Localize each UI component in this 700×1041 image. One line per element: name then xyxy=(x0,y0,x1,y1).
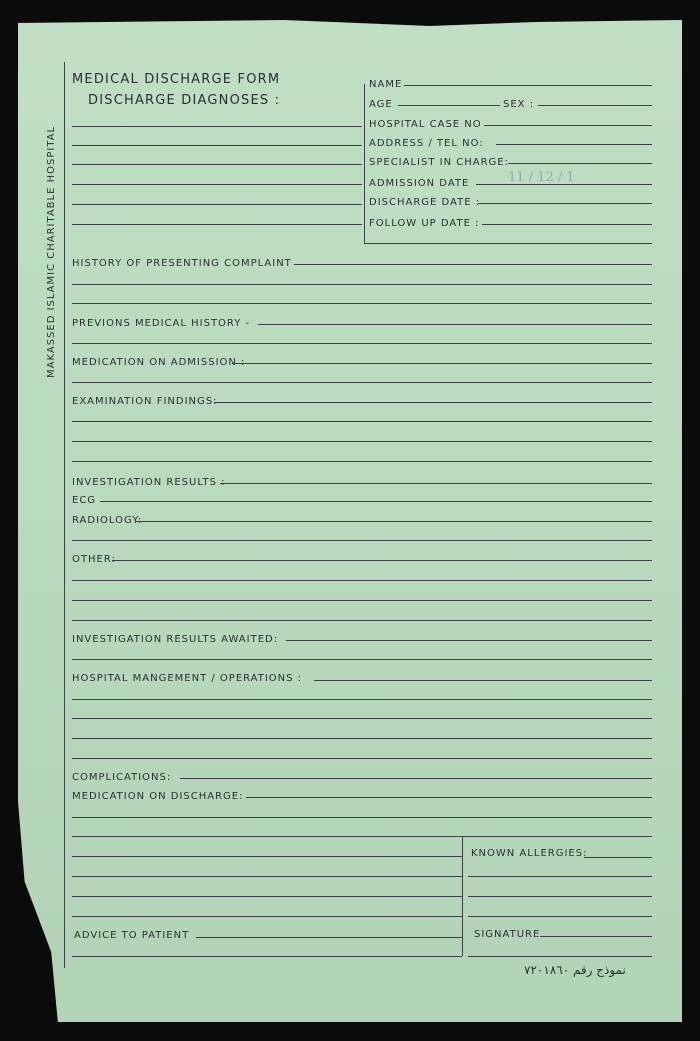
sex-label: SEX : xyxy=(503,99,535,110)
management-line xyxy=(314,680,652,681)
medication-discharge-line xyxy=(72,916,462,917)
medication-admission-line xyxy=(72,382,652,383)
complications-label: COMPLICATIONS: xyxy=(72,772,172,783)
allergies-line xyxy=(468,896,652,897)
allergies-label: KNOWN ALLERGIES: xyxy=(471,848,588,859)
specialist-label: SPECIALIST IN CHARGE: xyxy=(369,157,509,168)
other-line xyxy=(72,580,652,581)
address-field xyxy=(496,144,652,145)
examination-label: EXAMINATION FINDINGS: xyxy=(72,396,218,407)
examination-line xyxy=(72,461,652,462)
radiology-label: RADIOLOGY: xyxy=(72,515,143,526)
age-label: AGE xyxy=(369,99,393,110)
examination-line xyxy=(72,441,652,442)
follow-up-field xyxy=(482,224,652,225)
diagnosis-line xyxy=(72,204,362,205)
management-line xyxy=(72,718,652,719)
patient-box-left-rule xyxy=(364,84,365,244)
examination-line xyxy=(214,402,652,403)
history-line xyxy=(72,284,652,285)
awaited-label: INVESTIGATION RESULTS AWAITED: xyxy=(72,634,279,645)
advice-line xyxy=(72,956,462,957)
other-line xyxy=(72,620,652,621)
case-no-label: HOSPITAL CASE NO xyxy=(369,119,482,130)
diagnosis-line xyxy=(72,126,362,127)
signature-line xyxy=(468,956,652,957)
medication-discharge-line xyxy=(72,836,652,837)
discharge-date-label: DISCHARGE DATE : xyxy=(369,197,481,208)
medication-discharge-line xyxy=(72,817,652,818)
medication-admission-label: MEDICATION ON ADMISSION : xyxy=(72,357,246,368)
investigation-label: INVESTIGATION RESULTS : xyxy=(72,477,226,488)
allergies-box-rule xyxy=(462,836,463,956)
medication-admission-line xyxy=(232,363,652,364)
sex-field xyxy=(538,105,652,106)
diagnosis-line xyxy=(72,145,362,146)
other-label: OTHER: xyxy=(72,554,116,565)
investigation-line xyxy=(220,483,652,484)
radiology-line xyxy=(136,521,652,522)
management-line xyxy=(72,699,652,700)
name-label: NAME xyxy=(369,79,403,90)
form-subtitle: DISCHARGE DIAGNOSES : xyxy=(88,93,281,108)
advice-label: ADVICE TO PATIENT xyxy=(74,930,190,941)
name-field xyxy=(404,85,652,86)
ecg-label: ECG xyxy=(72,495,97,506)
allergies-line xyxy=(468,876,652,877)
other-line xyxy=(72,600,652,601)
complications-line xyxy=(180,778,652,779)
signature-line xyxy=(540,936,652,937)
medication-discharge-line xyxy=(72,876,462,877)
medication-discharge-line xyxy=(246,797,652,798)
previous-history-label: PREVIONS MEDICAL HISTORY - xyxy=(72,318,251,329)
discharge-date-field xyxy=(478,203,652,204)
examination-line xyxy=(72,421,652,422)
follow-up-label: FOLLOW UP DATE : xyxy=(369,218,480,229)
history-line xyxy=(72,303,652,304)
form-number: نموذج رقم ٧٢٠١٨٦٠ xyxy=(524,963,626,977)
awaited-line xyxy=(286,640,652,641)
signature-label: SIGNATURE xyxy=(474,929,541,940)
form-title: MEDICAL DISCHARGE FORM xyxy=(72,72,281,87)
history-label: HISTORY OF PRESENTING COMPLAINT xyxy=(72,258,292,269)
medication-discharge-line xyxy=(72,896,462,897)
admission-date-label: ADMISSION DATE xyxy=(369,178,470,189)
hospital-name: MAKASSED ISLAMIC CHARITABLE HOSPITAL xyxy=(46,125,57,378)
diagnosis-line xyxy=(72,164,362,165)
advice-line xyxy=(196,937,462,938)
age-field xyxy=(398,105,500,106)
diagnosis-line xyxy=(72,184,362,185)
medication-discharge-line xyxy=(72,856,462,857)
previous-history-line xyxy=(72,343,652,344)
awaited-line xyxy=(72,659,652,660)
left-margin-rule xyxy=(64,62,65,968)
other-line xyxy=(112,560,652,561)
management-line xyxy=(72,758,652,759)
allergies-line xyxy=(468,916,652,917)
specialist-field xyxy=(508,163,652,164)
admission-date-handwriting: 11 / 12 / 1 xyxy=(508,170,575,185)
case-no-field xyxy=(484,125,652,126)
history-line xyxy=(294,264,652,265)
diagnosis-line xyxy=(72,224,362,225)
patient-box-bottom-rule xyxy=(364,243,652,244)
management-label: HOSPITAL MANGEMENT / OPERATIONS : xyxy=(72,673,303,684)
medication-discharge-label: MEDICATION ON DISCHARGE: xyxy=(72,791,244,802)
management-line xyxy=(72,738,652,739)
radiology-line xyxy=(72,540,652,541)
previous-history-line xyxy=(258,324,652,325)
allergies-line xyxy=(584,857,652,858)
ecg-line xyxy=(100,501,652,502)
address-label: ADDRESS / TEL NO: xyxy=(369,138,484,149)
